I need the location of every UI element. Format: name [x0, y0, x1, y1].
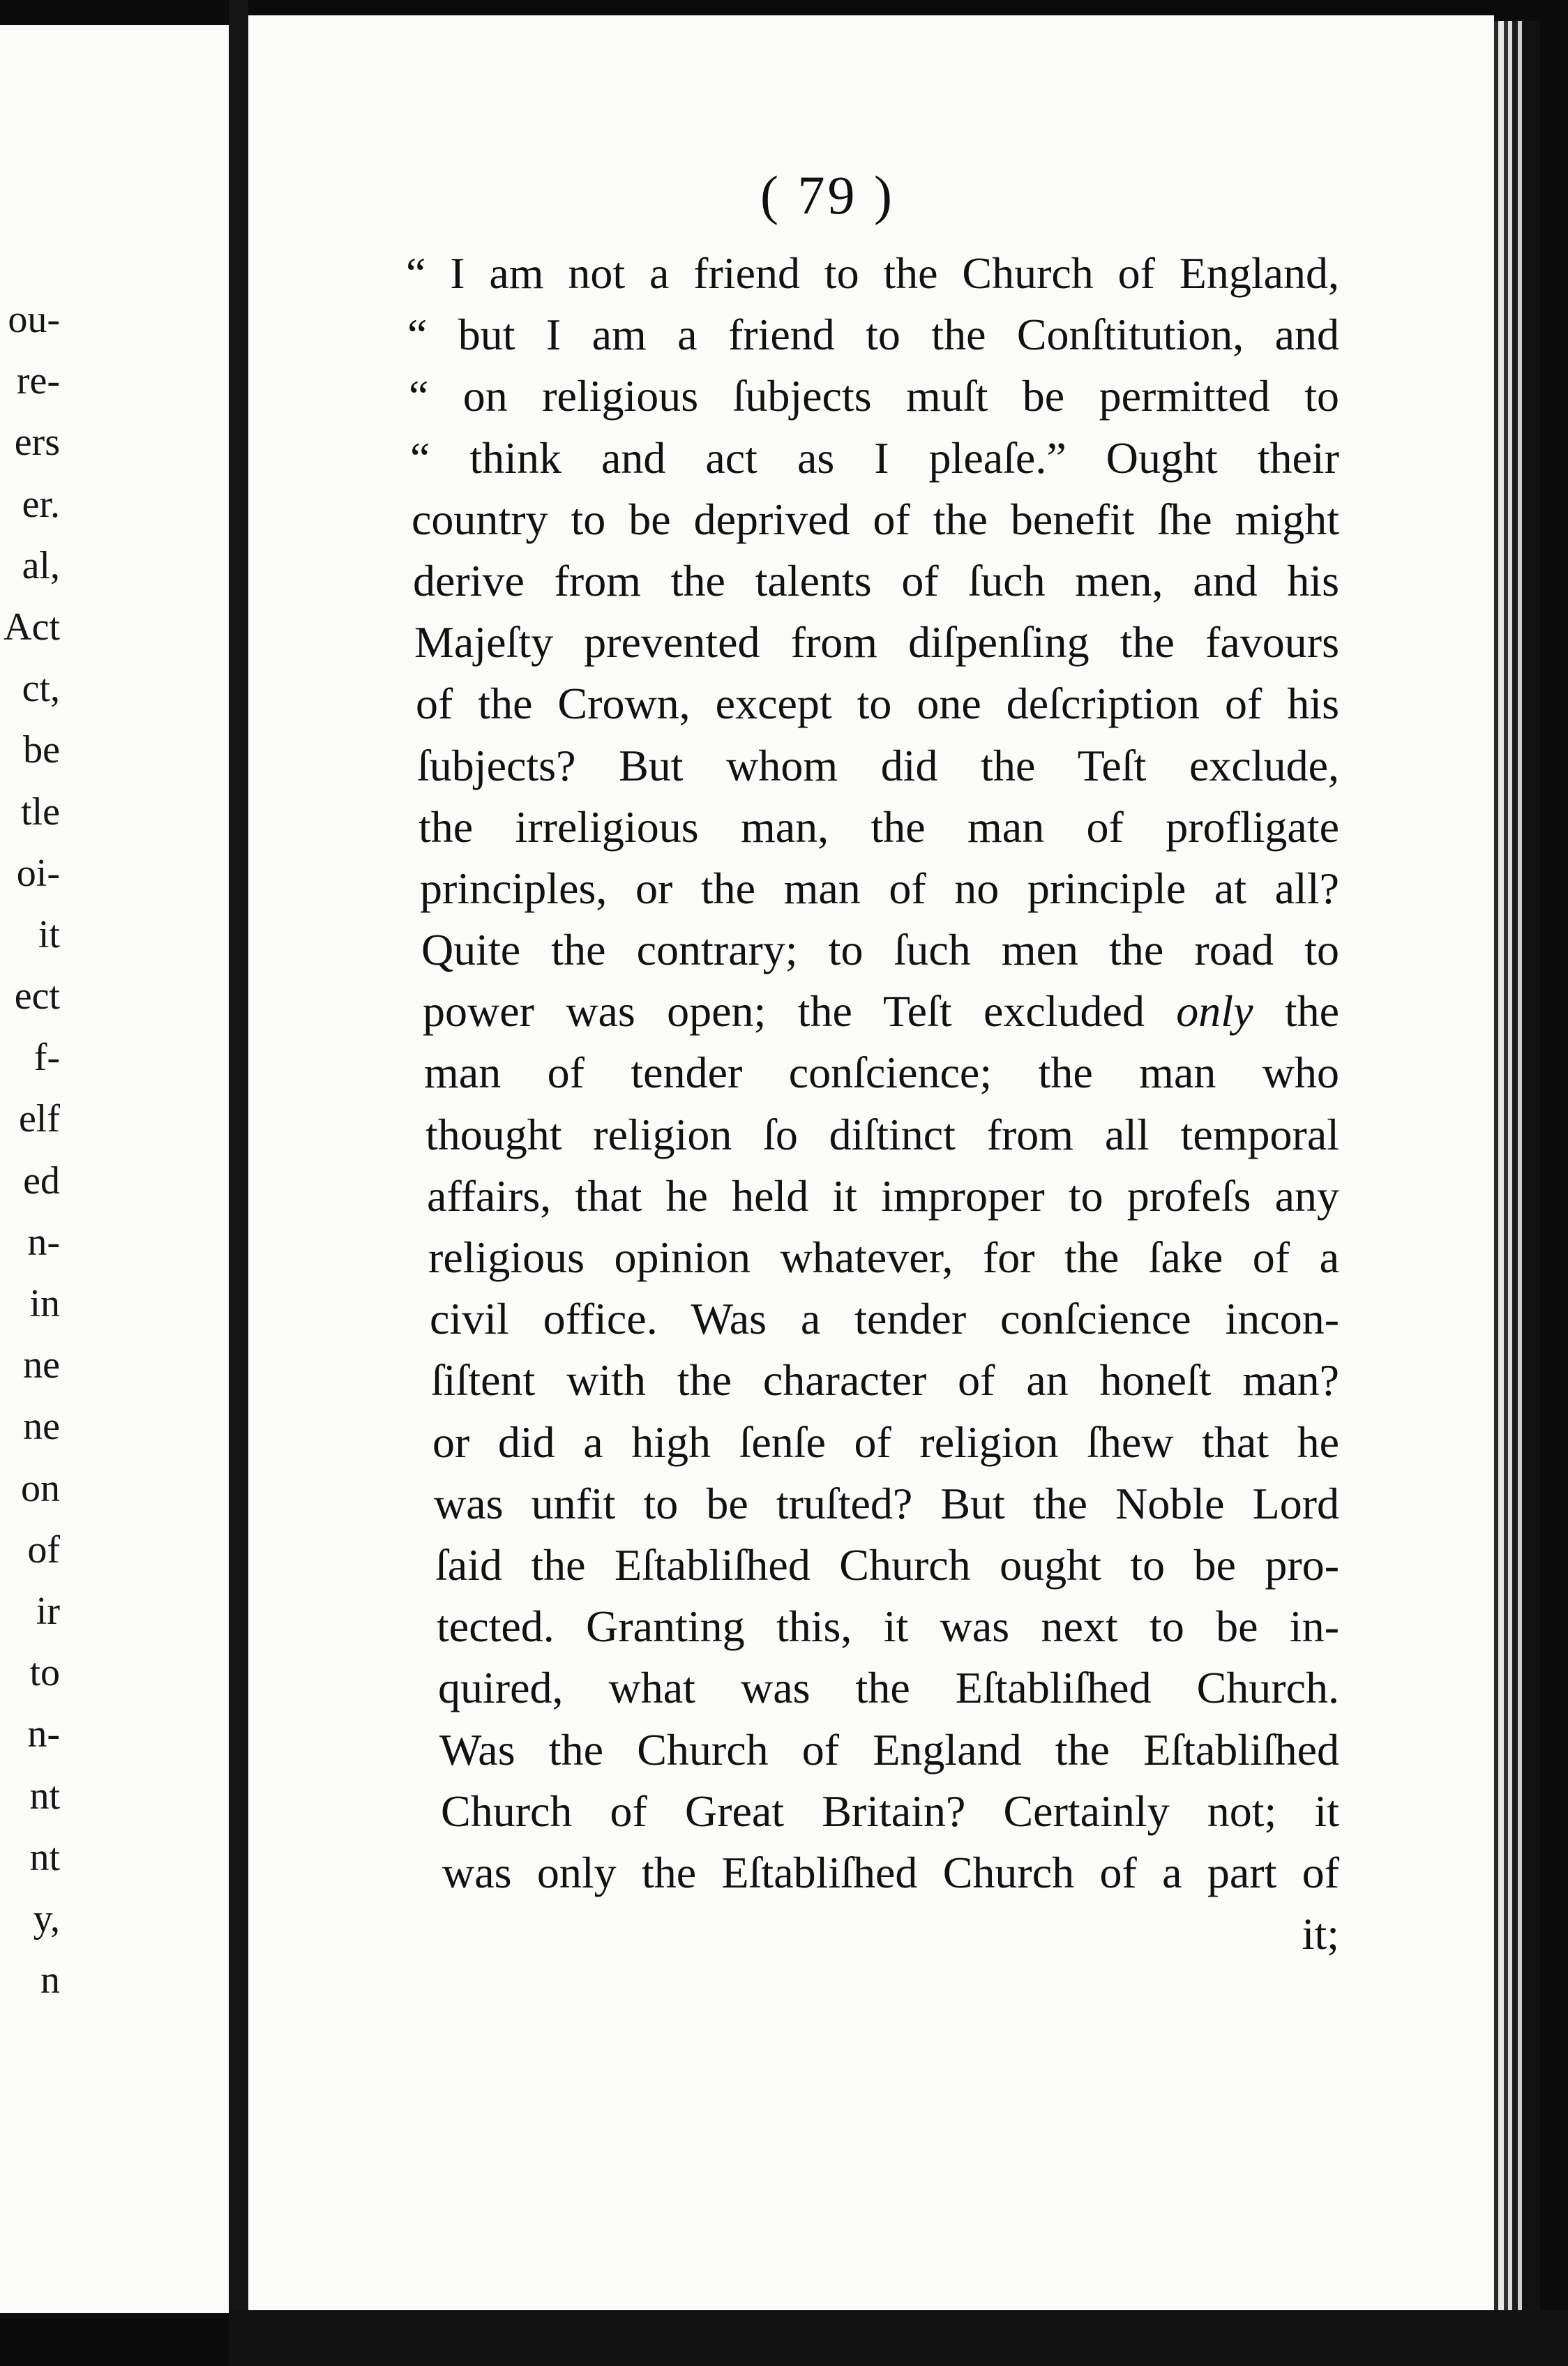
text-line: was only the Eſtabliſhed Church of a part of — [442, 1847, 1339, 1897]
left-page — [0, 25, 229, 2313]
left-fragment: Act — [3, 605, 60, 649]
text-line: Quite the contrary; to ſuch men the road to — [421, 925, 1339, 975]
left-fragment: nt — [29, 1835, 60, 1879]
left-fragment: nt — [29, 1774, 60, 1818]
text-line: derive from the talents of ſuch men, and his — [413, 555, 1339, 605]
page-number: ( 79 ) — [760, 165, 895, 225]
bottom-shadow — [229, 2310, 1568, 2366]
catchword: it; — [1302, 1909, 1339, 1959]
text-line: ſiſtent with the character of an honeſt man? — [431, 1355, 1339, 1406]
text-line: man of tender conſcience; the man who — [424, 1048, 1339, 1098]
text-line: civil office. Was a tender conſcience incon- — [430, 1294, 1339, 1344]
left-fragment: ct, — [22, 667, 60, 711]
left-fragment: of — [27, 1528, 60, 1572]
left-fragment: al, — [22, 543, 60, 587]
left-fragment: in — [29, 1282, 60, 1325]
left-page-text-fragments — [0, 289, 60, 2011]
left-fragment: n- — [27, 1220, 60, 1264]
left-fragment: on — [21, 1466, 60, 1510]
left-fragment: re- — [16, 359, 60, 403]
left-fragment: ed — [23, 1159, 60, 1203]
left-fragment: ir — [36, 1589, 60, 1633]
text-line: of the Crown, except to one deſcription of his — [416, 679, 1339, 729]
left-fragment: oi- — [16, 851, 60, 895]
text-line: “ on religious ſubjects muſt be permitted to — [409, 371, 1339, 421]
left-fragment: y, — [33, 1897, 60, 1941]
italic-word: only — [1176, 986, 1253, 1037]
left-fragment: n- — [27, 1712, 60, 1756]
text-line-with-italic — [423, 981, 1339, 1042]
left-fragment: f- — [33, 1036, 60, 1080]
left-fragment: it — [38, 912, 60, 956]
text-line: affairs, that he held it improper to profeſs any — [427, 1170, 1339, 1221]
left-fragment: er. — [22, 482, 60, 526]
text-line: Was the Church of England the Eſtabliſhed — [439, 1724, 1339, 1774]
left-fragment: ou- — [8, 298, 60, 341]
left-fragment: to — [29, 1651, 60, 1695]
book-gutter — [229, 0, 248, 2366]
page-edges — [1494, 21, 1540, 2323]
text-line: was unfit to be truſted? But the Noble Lord — [434, 1478, 1339, 1528]
left-fragment: ect — [14, 974, 60, 1018]
text-line: principles, or the man of no principle at all? — [420, 863, 1339, 913]
text-line: Majeſty prevented from diſpenſing the favours — [414, 617, 1339, 668]
text-line: ſaid the Eſtabliſhed Church ought to be pro- — [435, 1539, 1339, 1590]
text-line: Church of Great Britain? Certainly not; it — [441, 1786, 1339, 1836]
body-text — [406, 243, 1340, 1965]
text-line: “ but I am a friend to the Conſtitution, and — [407, 310, 1339, 360]
text-line-head: power was open; the Teſt excluded — [423, 986, 1177, 1037]
text-line: tected. Granting this, it was next to be in- — [437, 1602, 1339, 1652]
text-line: or did a high ſenſe of religion ſhew that he — [432, 1417, 1339, 1467]
text-line: religious opinion whatever, for the ſake of a — [428, 1233, 1339, 1282]
left-fragment: be — [23, 728, 60, 772]
left-fragment: ne — [23, 1343, 60, 1387]
left-fragment: n — [40, 1959, 60, 2003]
text-line: country to be deprived of the benefit ſhe might — [412, 494, 1339, 544]
text-line: “ think and act as I pleaſe.” Ought their — [410, 432, 1339, 483]
text-line: ſubjects? But whom did the Teſt exclude, — [417, 740, 1339, 790]
left-fragment: ne — [23, 1405, 60, 1449]
text-line: “ I am not a friend to the Church of England, — [406, 248, 1339, 298]
text-line: the irreligious man, the man of profligate — [419, 801, 1339, 852]
left-fragment: ers — [14, 421, 60, 465]
text-line-tail: the — [1253, 986, 1340, 1037]
text-line: thought religion ſo diſtinct from all temporal — [425, 1109, 1339, 1159]
text-line: quired, what was the Eſtabliſhed Church. — [438, 1663, 1339, 1713]
left-fragment: tle — [21, 790, 60, 834]
left-fragment: elf — [18, 1097, 60, 1141]
